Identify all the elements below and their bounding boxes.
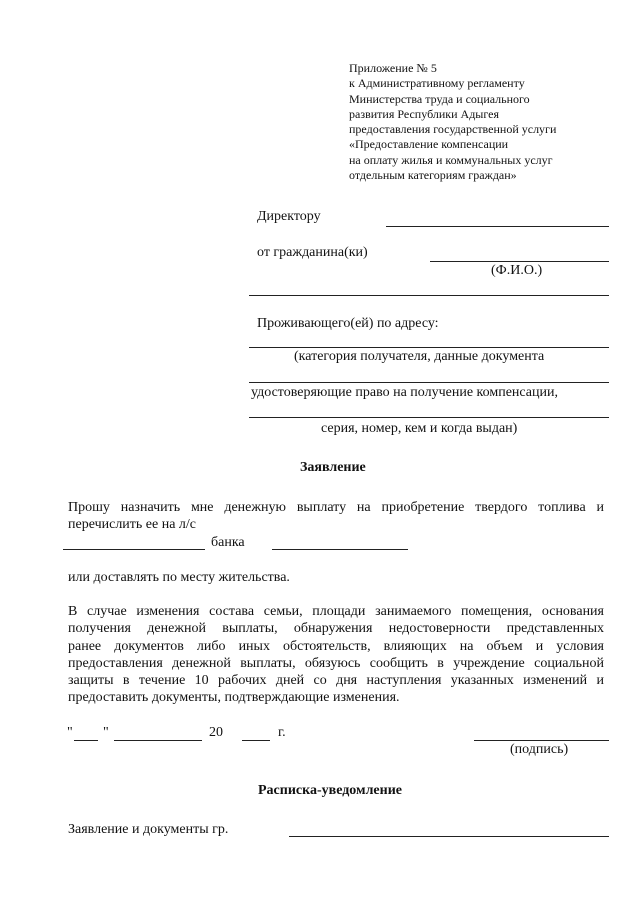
request-line: Прошу назначить мне денежную выплату на приобретение твердого топлива и <box>68 500 604 515</box>
annex-line: к Административному регламенту <box>349 76 525 91</box>
applicant-name-field[interactable] <box>430 261 609 262</box>
annex-line: Приложение № 5 <box>349 61 437 75</box>
receipt-name-field[interactable] <box>289 836 609 837</box>
fio-hint: (Ф.И.О.) <box>491 263 543 278</box>
address-field-2[interactable] <box>249 382 609 383</box>
bank-label: банка <box>211 535 245 550</box>
receipt-title: Расписка-уведомление <box>258 783 402 798</box>
annex-line: на оплату жилья и коммунальных услуг <box>349 152 553 167</box>
annex-line: «Предоставление компенсации <box>349 137 509 152</box>
date-year-prefix: 20 <box>209 725 223 740</box>
annex-line: предоставления государственной услуги <box>349 122 557 137</box>
rights-hint: удостоверяющие право на получение компенсации, <box>251 385 558 400</box>
address-label: Проживающего(ей) по адресу: <box>257 316 439 331</box>
annex-line: отдельным категориям граждан» <box>349 168 517 183</box>
date-day-field[interactable] <box>74 740 98 741</box>
applicant-name-field-2[interactable] <box>249 295 609 296</box>
account-number-field[interactable] <box>63 549 205 550</box>
from-label: от гражданина(ки) <box>257 245 368 260</box>
obligation-line: предоставления денежной выплаты, обязуюсь сообщить в учреждение социальной <box>68 655 604 671</box>
obligation-line: В случае изменения состава семьи, площади занимаемого помещения, основания <box>68 604 604 619</box>
request-line: перечислить ее на л/с <box>68 517 197 533</box>
obligation-line: ранее документов либо иных обстоятельств, влияющих на объем и условия <box>68 638 604 654</box>
category-hint: (категория получателя, данные документа <box>294 349 545 364</box>
annex-block <box>349 61 556 183</box>
statement-title: Заявление <box>300 460 366 475</box>
annex-line: развития Республики Адыгея <box>349 106 499 121</box>
obligation-line: предоставить документы, подтверждающие изменения. <box>68 690 400 706</box>
date-month-field[interactable] <box>114 740 202 741</box>
director-label: Директору <box>257 209 321 224</box>
bank-name-field[interactable] <box>272 549 408 550</box>
request-paragraph <box>68 499 604 534</box>
deliver-text: или доставлять по месту жительства. <box>68 570 290 585</box>
date-year-suffix: г. <box>278 725 286 740</box>
obligation-paragraph <box>68 603 604 707</box>
series-hint: серия, номер, кем и когда выдан) <box>321 421 518 436</box>
address-field-3[interactable] <box>249 417 609 418</box>
address-field-1[interactable] <box>249 347 609 348</box>
director-name-field[interactable] <box>386 226 609 227</box>
signature-hint: (подпись) <box>510 742 569 757</box>
obligation-line: защиты в течение 10 рабочих дней со дня наступления указанных изменений и <box>68 673 604 689</box>
date-quote-open: " <box>67 725 73 740</box>
documents-label: Заявление и документы гр. <box>68 822 229 837</box>
signature-field[interactable] <box>474 740 609 741</box>
obligation-line: получения денежной выплаты, обнаружения недостоверности представленных <box>68 621 604 637</box>
annex-line: Министерства труда и социального <box>349 91 530 106</box>
date-quote-close: " <box>103 725 109 740</box>
date-year-field[interactable] <box>242 740 270 741</box>
